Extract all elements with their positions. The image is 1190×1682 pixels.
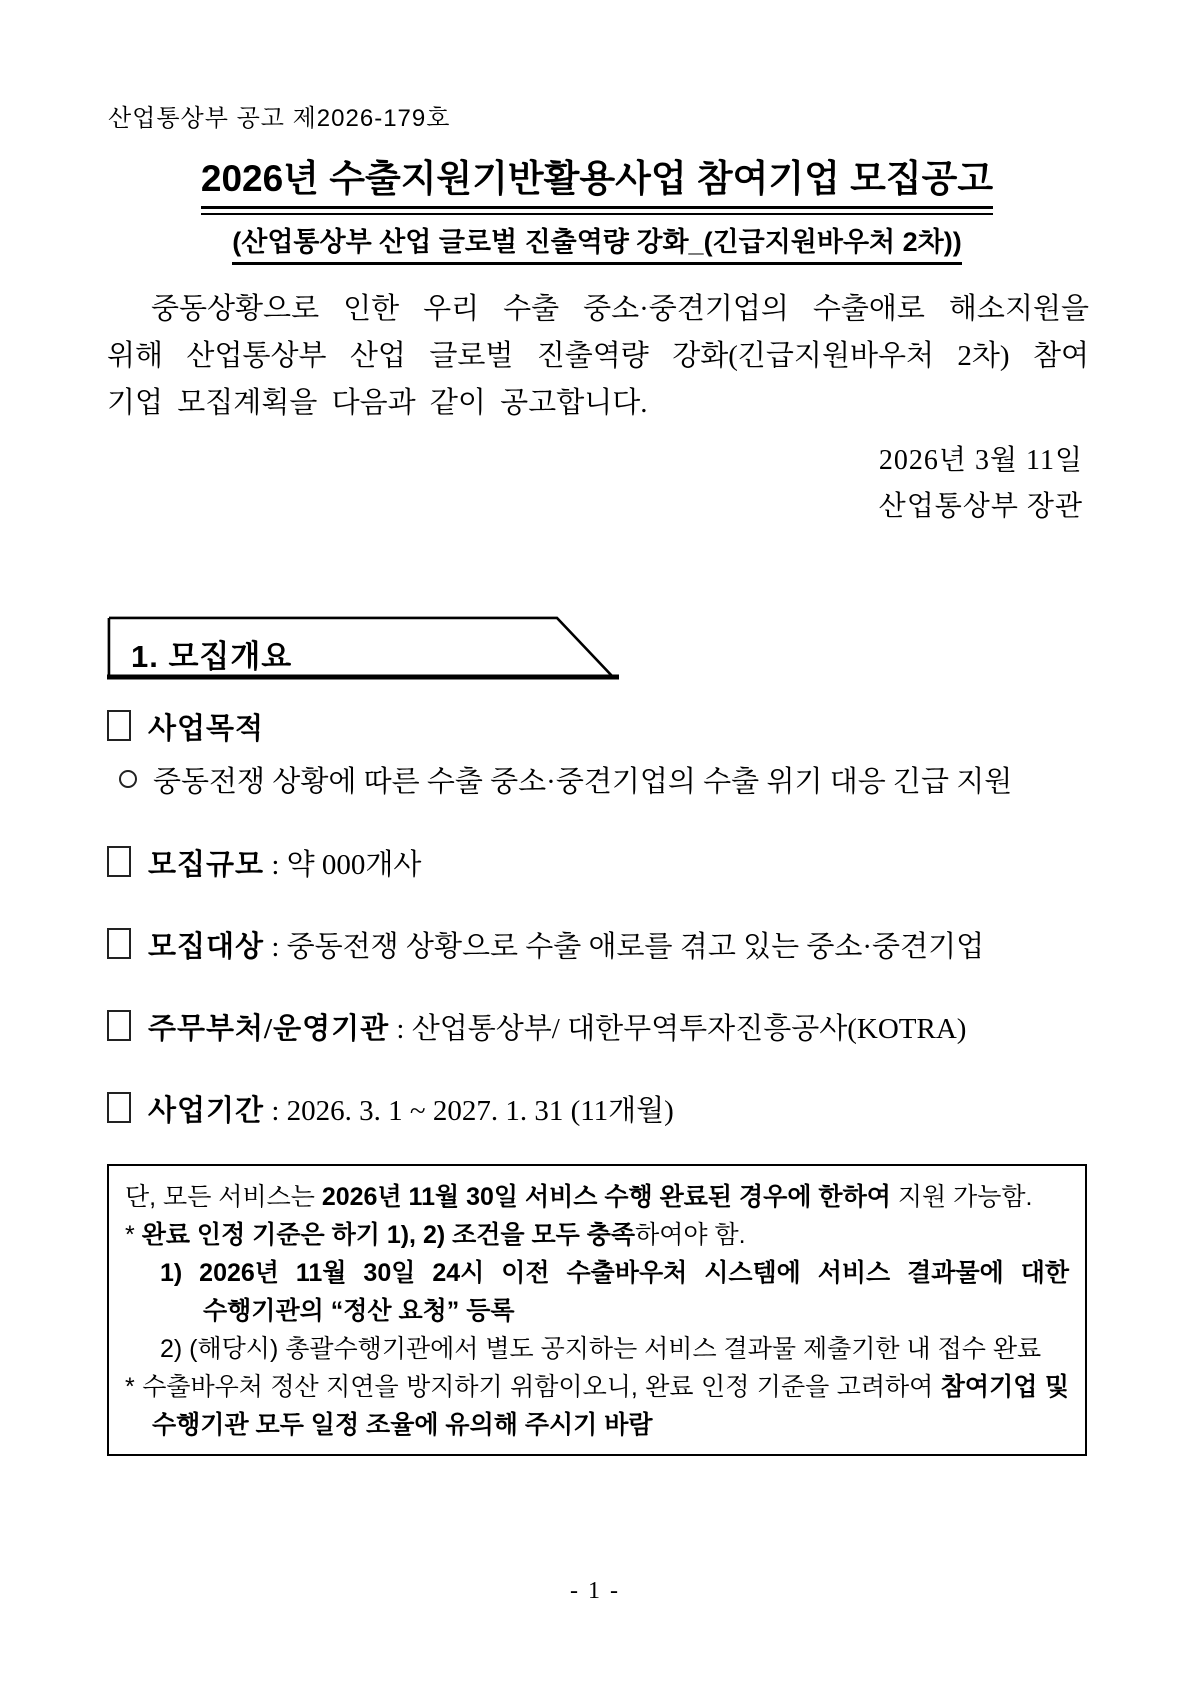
separator: :	[264, 1095, 287, 1127]
square-bullet-icon	[107, 1010, 131, 1041]
scale-row	[107, 846, 1089, 884]
section-banner	[107, 616, 627, 682]
square-bullet-icon	[107, 710, 131, 741]
note-text: 2) (해당시) 총괄수행기관에서 별도 공지하는 서비스 결과물 제출기한 내 접수 완료	[160, 1335, 1042, 1363]
note-box	[107, 1164, 1087, 1456]
note-text-bold: 완료 인정 기준은 하기 1), 2) 조건을 모두 충족	[141, 1221, 636, 1249]
note-text-bold: 참여기업 및 수행기관 모두 일정 조율에 유의해 주시기 바람	[152, 1373, 1069, 1439]
purpose-row	[107, 710, 1089, 748]
notice-number: 산업통상부 공고 제2026-179호	[108, 105, 451, 132]
target-label: 모집대상	[148, 931, 265, 963]
note-text: * 수출바우처 정산 지연을 방지하기 위함이오니, 완료 인정 기준을 고려하여	[125, 1373, 941, 1401]
signer-title: 산업통상부 장관	[878, 491, 1083, 522]
target-value: 중동전쟁 상황으로 수출 애로를 겪고 있는 중소·중견기업	[286, 931, 985, 963]
circle-bullet-icon	[119, 770, 137, 788]
note-line	[125, 1330, 1069, 1368]
square-bullet-icon	[107, 928, 131, 959]
subtitle-block	[107, 220, 1087, 265]
period-value: 2026. 3. 1 ~ 2027. 1. 31 (11개월)	[286, 1095, 674, 1127]
separator: :	[264, 931, 287, 963]
note-line	[125, 1368, 1069, 1444]
signature-block	[107, 438, 1083, 530]
note-line	[125, 1178, 1069, 1216]
title-block	[107, 148, 1087, 215]
agency-value: 산업통상부/ 대한무역투자진흥공사(KOTRA)	[411, 1013, 967, 1045]
note-line	[125, 1254, 1069, 1330]
page-subtitle: (산업통상부 산업 글로벌 진출역량 강화_(긴급지원바우처 2차))	[232, 220, 961, 265]
intro-paragraph: 중동상황으로 인한 우리 수출 중소·중견기업의 수출애로 해소지원을 위해 산업통상부 산업 글로벌 진출역량 강화(긴급지원바우처 2차) 참여 기업 모집계획을 다음과 같이 공고합니다.	[107, 293, 1089, 419]
square-bullet-icon	[107, 846, 131, 877]
note-text: *	[125, 1221, 142, 1249]
purpose-label: 사업목적	[148, 713, 265, 745]
target-row	[107, 928, 1089, 966]
note-text: 지원 가능함.	[890, 1183, 1033, 1211]
scale-value: 약 000개사	[286, 849, 422, 881]
note-text-bold: 2026년 11월 30일 서비스 수행 완료된 경우에 한하여	[321, 1183, 891, 1211]
agency-row	[107, 1010, 1089, 1048]
scale-label: 모집규모	[148, 849, 265, 881]
purpose-detail: 중동전쟁 상황에 따른 수출 중소·중견기업의 수출 위기 대응 긴급 지원	[153, 766, 1013, 798]
separator: :	[264, 849, 287, 881]
square-bullet-icon	[107, 1092, 131, 1123]
announcement-date: 2026년 3월 11일	[878, 445, 1083, 476]
page-title: 2026년 수출지원기반활용사업 참여기업 모집공고	[201, 148, 993, 209]
period-label: 사업기간	[148, 1095, 265, 1127]
title-underline	[201, 148, 993, 215]
separator: :	[389, 1013, 412, 1045]
note-text: 단, 모든 서비스는	[125, 1183, 322, 1211]
note-text-bold: 1) 2026년 11월 30일 24시 이전 수출바우처 시스템에 서비스 결과물에 대한 수행기관의 “정산 요청” 등록	[160, 1259, 1069, 1325]
period-row	[107, 1092, 1089, 1130]
note-text: 하여야 함.	[635, 1221, 746, 1249]
note-line	[125, 1216, 1069, 1254]
page-number: - 1 -	[570, 1578, 620, 1604]
agency-label: 주무부처/운영기관	[148, 1013, 390, 1045]
purpose-detail-row	[107, 764, 1089, 801]
section-heading: 1. 모집개요	[131, 639, 293, 674]
